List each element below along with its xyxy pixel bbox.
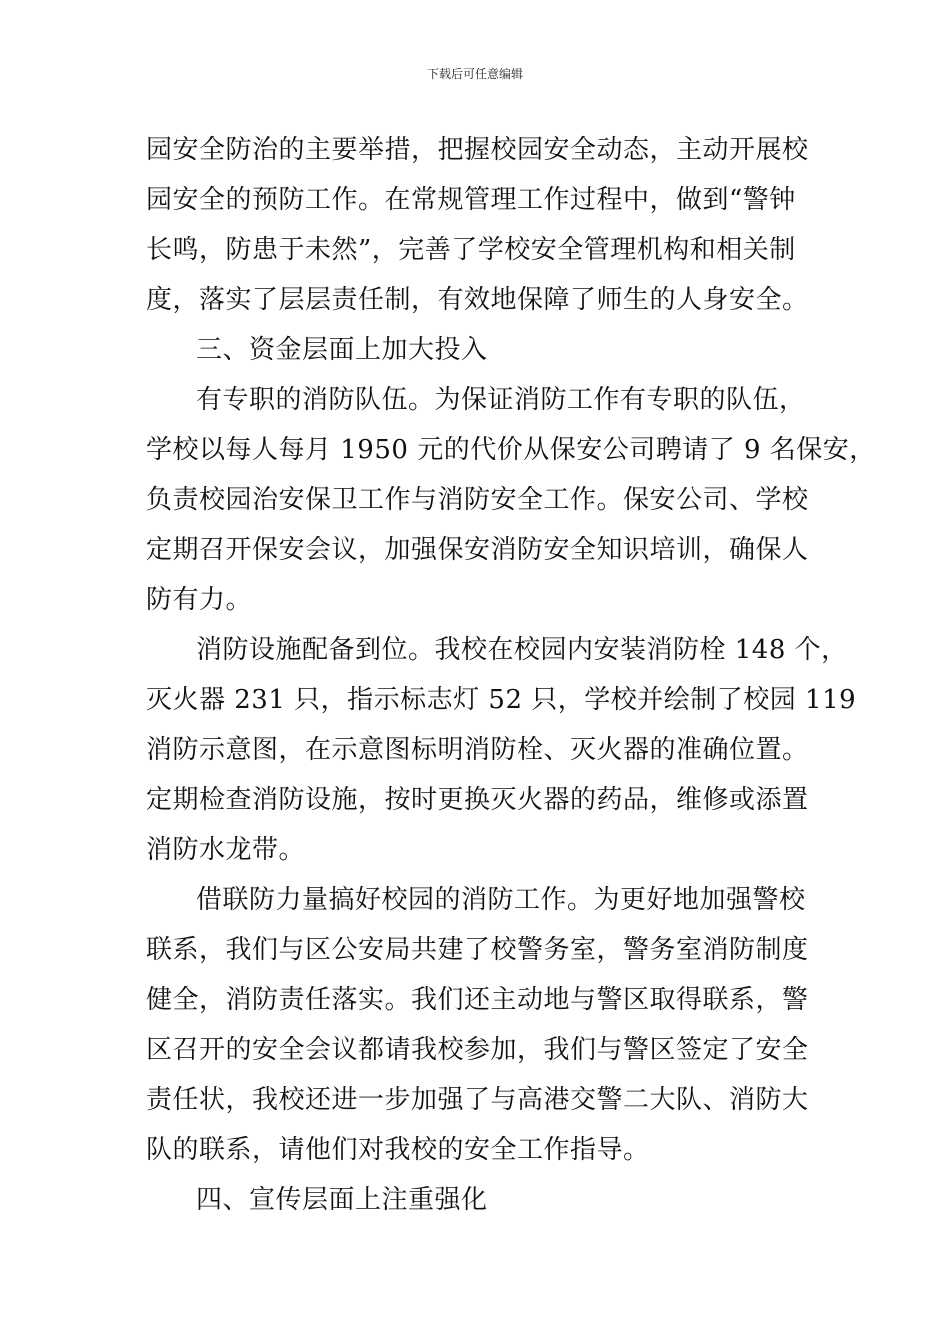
body-line: 队的联系，请他们对我校的安全工作指导。: [146, 1135, 650, 1165]
section-heading: 四、宣传层面上注重强化: [196, 1185, 488, 1215]
body-line: 防有力。: [146, 585, 253, 615]
body-line: 借联防力量搞好校园的消防工作。为更好地加强警校: [196, 885, 806, 915]
body-line: 园安全防治的主要举措，把握校园安全动态，主动开展校: [146, 135, 809, 165]
body-line: 有专职的消防队伍。为保证消防工作有专职的队伍，: [196, 385, 806, 415]
body-line: 区召开的安全会议都请我校参加，我们与警区签定了安全: [146, 1035, 809, 1065]
body-line: 消防示意图，在示意图标明消防栓、灭火器的准确位置。: [146, 735, 809, 765]
section-heading: 三、资金层面上加大投入: [196, 335, 488, 365]
body-line: 园安全的预防工作。在常规管理工作过程中，做到“警钟: [146, 185, 796, 215]
body-line: 消防水龙带。: [146, 835, 306, 865]
body-line: 联系，我们与区公安局共建了校警务室，警务室消防制度: [146, 935, 809, 965]
body-line: 定期检查消防设施，按时更换灭火器的药品，维修或添置: [146, 785, 809, 815]
body-line: 消防设施配备到位。我校在校园内安装消防栓 148 个，: [196, 635, 848, 665]
body-line: 灭火器 231 只，指示标志灯 52 只，学校并绘制了校园 119: [146, 685, 857, 715]
body-line: 长鸣，防患于未然”，完善了学校安全管理机构和相关制: [146, 235, 796, 265]
page-header: 下载后可任意编辑: [426, 67, 523, 81]
body-line: 学校以每人每月 1950 元的代价从保安公司聘请了 9 名保安，: [146, 435, 876, 465]
body-line: 责任状，我校还进一步加强了与高港交警二大队、消防大: [146, 1085, 809, 1115]
body-line: 定期召开保安会议，加强保安消防安全知识培训，确保人: [146, 535, 809, 565]
body-line: 度，落实了层层责任制，有效地保障了师生的人身安全。: [146, 285, 809, 315]
body-line: 负责校园治安保卫工作与消防安全工作。保安公司、学校: [146, 485, 809, 515]
body-line: 健全，消防责任落实。我们还主动地与警区取得联系，警: [146, 985, 809, 1015]
